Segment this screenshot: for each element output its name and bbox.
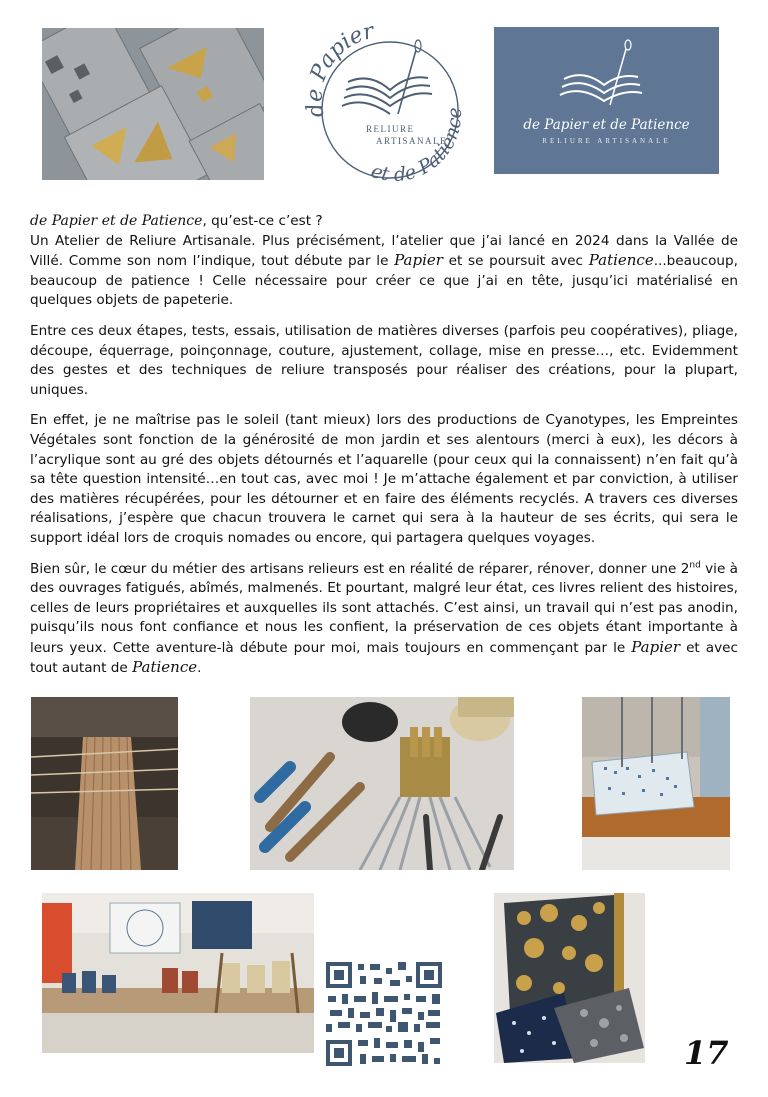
highlight-papier-2: Papier [631,637,681,656]
svg-text:et de Patience [368,107,466,186]
logo-arc-bottom: et de Patience [368,106,467,186]
photo-geometric-books [42,28,264,180]
p4-text-a: Bien sûr, le cœur du métier des artisans relieurs est en réalité de réparer, rénover, donner une 2 [30,560,690,577]
logo-line2: ARTISANALE [376,136,447,146]
p4-text-end: . [197,660,202,677]
highlight-patience-2: Patience [132,658,198,677]
paragraph-2: Entre ces deux étapes, tests, essais, utilisation de matières diverses (parfois peu coopératives), pliage, découpe, équerrage, poinçonnage, couture, ajustement, collage, mise en presse…, etc. Evidemment des gestes et des techniques de reliure transposés pour réaliser des créations, pour la plupart, uniques. [30,322,738,398]
highlight-papier: Papier [394,251,443,270]
photo-market-stall [42,893,314,1053]
logo-arc-top: de Papier [302,20,377,120]
paragraph-1 [30,212,738,311]
p1-text-b: et se poursuit avec [442,253,589,270]
article-heading: de Papier et de Patience [30,213,203,229]
photo-book-spine-sewing [31,697,178,870]
photo-sewing-frame [582,697,730,870]
photo-marbled-notebooks [494,893,645,1063]
svg-text:de Papier [302,20,377,119]
p1-text-a: Un Atelier de Reliure Artisanale. Plus précisément, l’atelier que j’ai lancé en 2024 dans la Vallée de Villé. Comme son nom l’indique, tout débute par le [30,232,738,270]
superscript-nd: nd [689,559,701,570]
paragraph-4 [30,560,738,680]
open-book-icon [560,40,642,105]
paragraph-3: En effet, je ne maîtrise pas le soleil (tant mieux) lors des productions de Cyanotypes, les Empreintes Végétales sont fonction de la générosité de mon jardin et ses alentours (merci à eux), les décors à l’acrylique sont au gré des objets détournés et l’aquarelle (pour ceux qui la connaissent) n’en fait qu’à sa tête question intensité…en tout cas, avec moi ! Je m’attache également et par conviction, à utiliser des matières récupérées, pour les détourner et en faire des éléments recyclés. A travers ces diverses réalisations, j’espère que chacun trouvera le carnet qui sera à la hauteur de ses écrits, qui sera le support idéal lors de croquis nomades ou encore, qui partagera quelques voyages. [30,412,738,546]
qr-code[interactable] [324,960,444,1068]
logo-box-title: de Papier et de Patience [523,117,690,133]
p1-text-c: ...beaucoup, beaucoup de patience ! Celle nécessaire pour créer ce que j’ai en tête, jusqu’ici matérialisé en quelques objets de papeterie. [30,253,738,309]
article-heading-tail: , qu’est-ce c’est ? [202,213,323,229]
logo-box [494,27,719,174]
page-number: 17 [684,1034,729,1072]
logo-round [298,20,470,186]
logo-line1: RELIURE [366,124,415,134]
p4-text-c: et avec tout autant de [30,639,738,677]
p4-text-b: vie à des ouvrages fatigués, abîmés, malmenés. Et pourtant, malgré leur état, ces livres relient des histoires, celles de leurs propriétaires et auxquelles ils sont attachés. C’est ainsi, un travail qui n’est pas anodin, puisqu’ils nous font confiance et nous les confient, la préservation de ces objets étant importante à leurs yeux. Cette aventure-là débute pour moi, mais toujours en commençant par le [30,560,738,656]
article-body [30,212,738,690]
logo-box-subtitle: RELIURE ARTISANALE [542,137,671,145]
highlight-patience: Patience [588,251,654,270]
photo-binding-tools [250,697,514,870]
